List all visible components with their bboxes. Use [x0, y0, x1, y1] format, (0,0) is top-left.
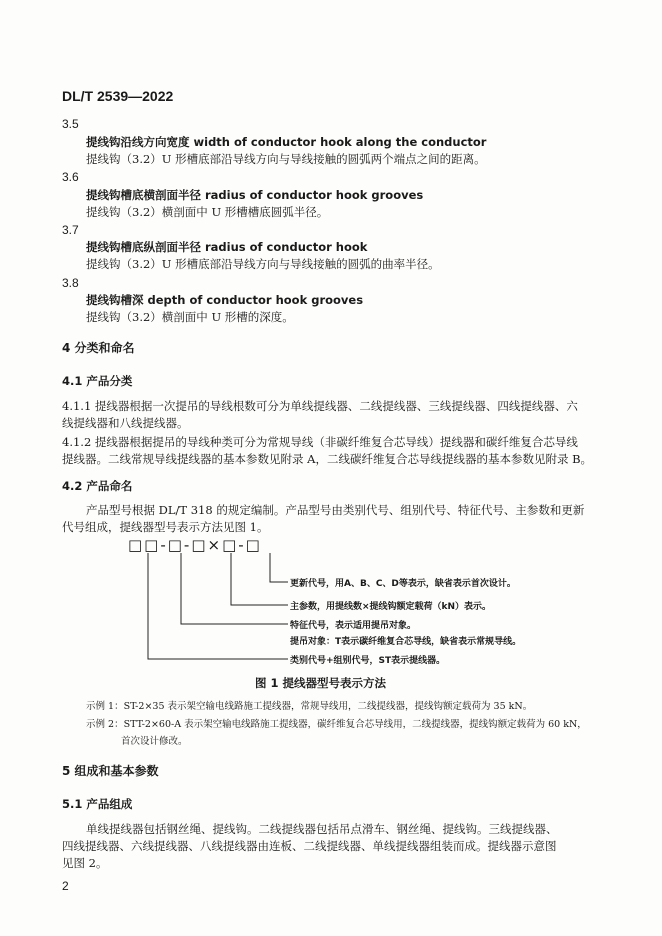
term-number: 3.6 — [62, 170, 79, 184]
term-definition: 提线钩（3.2）横剖面中 U 形槽槽底圆弧半径。 — [86, 205, 329, 219]
section-5-1-heading: 5.1 产品组成 — [62, 797, 133, 811]
term-number: 3.7 — [62, 223, 79, 237]
section-4-heading: 4 分类和命名 — [62, 341, 135, 355]
paragraph-4-2-cont: 代号组成，提线器型号表示方法见图 1。 — [62, 520, 269, 534]
example-1: 示例 1：ST-2×35 表示架空输电线路施工提线器，常规导线用，二线提线器，提线钩额定载荷为 35 kN。 — [86, 701, 533, 712]
section-4-2-heading: 4.2 产品命名 — [62, 479, 133, 493]
term-number: 3.5 — [62, 117, 79, 131]
term-title: 提线钩槽底纵剖面半径 radius of conductor hook — [86, 240, 368, 254]
paragraph-4-1-1: 4.1.1 提线器根据一次提吊的导线根数可分为单线提线器、二线提线器、三线提线器、四线提线器、六 — [62, 399, 578, 413]
term-definition: 提线钩（3.2）U 形槽底部沿导线方向与导线接触的圆弧的曲率半径。 — [86, 257, 440, 271]
page-number: 2 — [62, 879, 69, 893]
example-2: 示例 2：STT-2×60-A 表示架空输电线路施工提线器，碳纤维复合芯导线用，二线提线器，提线钩额定载荷为 60 kN， — [86, 719, 587, 730]
model-code-pattern: □□-□-□×□-□ — [128, 536, 262, 554]
paragraph-4-1-2-cont: 提线器。二线常规导线提线器的基本参数见附录 A，二线碳纤维复合芯导线提线器的基本参数见附录 B。 — [62, 452, 593, 466]
paragraph-4-1-2: 4.1.2 提线器根据提吊的导线种类可分为常规导线（非碳纤维复合芯导线）提线器和碳纤维复合芯导线 — [62, 435, 578, 449]
example-2-cont: 首次设计修改。 — [121, 736, 188, 747]
label-category-code: 类别代号+组别代号，ST表示提线器。 — [290, 656, 446, 666]
figure-1-caption: 图 1 提线器型号表示方法 — [255, 676, 387, 690]
paragraph-5-1-cont2: 见图 2。 — [62, 856, 108, 870]
paragraph-5-1: 单线提线器包括钢丝绳、提线钩。二线提线器包括吊点滑车、钢丝绳、提线钩。三线提线器、 — [86, 822, 558, 836]
section-4-1-heading: 4.1 产品分类 — [62, 374, 133, 388]
label-feature-subnote: 提吊对象：T表示碳纤维复合芯导线，缺省表示常规导线。 — [290, 637, 522, 647]
term-definition: 提线钩（3.2）横剖面中 U 形槽的深度。 — [86, 310, 294, 324]
term-title: 提线钩槽深 depth of conductor hook grooves — [86, 293, 364, 307]
term-number: 3.8 — [62, 276, 79, 290]
label-main-parameter: 主参数，用提线数×提线钩额定载荷（kN）表示。 — [290, 602, 492, 612]
term-title: 提线钩沿线方向宽度 width of conductor hook along the conductor — [86, 135, 487, 149]
term-title: 提线钩槽底横剖面半径 radius of conductor hook grooves — [86, 188, 424, 202]
paragraph-4-1-1-cont: 线提线器和八线提线器。 — [62, 416, 189, 430]
label-update-code: 更新代号，用A、B、C、D等表示，缺省表示首次设计。 — [290, 579, 516, 589]
standard-number: DL/T 2539—2022 — [62, 88, 174, 104]
term-definition: 提线钩（3.2）U 形槽底部沿导线方向与导线接触的圆弧两个端点之间的距离。 — [86, 152, 486, 166]
paragraph-4-2: 产品型号根据 DL/T 318 的规定编制。产品型号由类别代号、组别代号、特征代号、主参数和更新 — [86, 503, 585, 517]
label-feature-code: 特征代号，表示适用提吊对象。 — [290, 621, 417, 631]
section-5-heading: 5 组成和基本参数 — [62, 764, 159, 778]
paragraph-5-1-cont: 四线提线器、六线提线器、八线提线器由连板、二线提线器、单线提线器组装而成。提线器示意图 — [62, 839, 557, 853]
